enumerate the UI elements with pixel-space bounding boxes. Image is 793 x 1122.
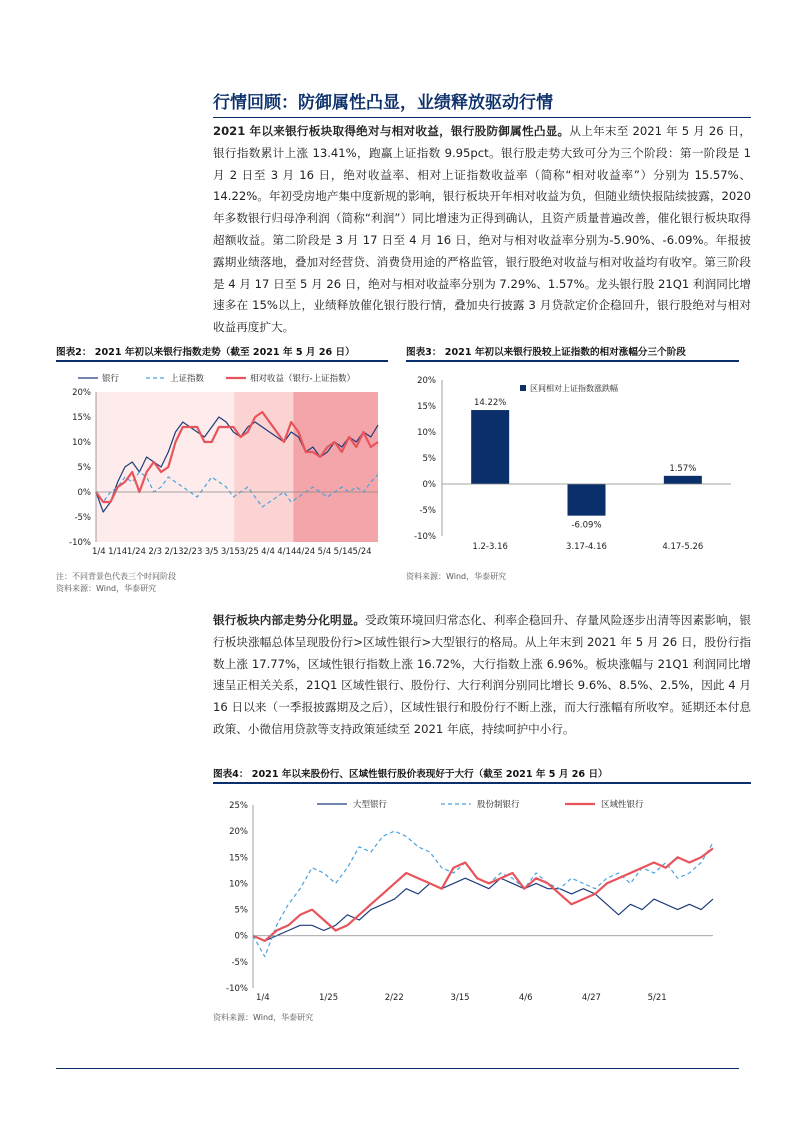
paragraph-market-review [213,121,751,339]
y-tick-label: 10% [417,428,436,438]
x-tick-label: 3/15 [220,547,240,557]
fig3-title: 图表3： 2021 年初以来银行股较上证指数的相对涨幅分三个阶段 [406,347,686,358]
legend-swatch [520,385,526,391]
x-tick-label: 5/21 [647,993,667,1003]
fig2-chart [56,364,388,566]
x-tick-label: 1/4 [256,993,270,1003]
paragraph-body: 受政策环境回归常态化、利率企稳回升、存量风险逐步出清等因素影响，银行板块涨幅总体呈现股份行>区域性银行>大型银行的格局。从上年末到 2021 年 5 月 26 日，股份行指数上涨 17.77%，区域性银行指数上涨 16.72%，大行指数上涨 6.96%。板块涨幅与 21Q1 利润同比增速呈正相关关系，21Q1 区域性银行、股份行、大行利润分别同比增长 9.6%、8.5%、2.5%，因此 4 月 16 日以来（一季报披露期及之后），区域性银行和股份行不断上涨，而大行涨幅有所收窄。延期还本付息政策、小微信用贷款等支持政策延续至 2021 年底，持续呵护中小行。 [213,613,751,736]
fig2-rule [56,360,388,362]
bar-value-label: 14.22% [473,398,507,409]
legend-label-1: 股份制银行 [477,800,520,810]
x-tick-label: 2/22 [384,993,404,1003]
x-tick-label: 2/23 [183,547,203,557]
fig4-chart [213,788,751,1010]
x-tick-label: 1/25 [319,993,339,1003]
y-tick-label: 20% [417,376,436,386]
x-tick-label: 3/5 [204,547,219,557]
x-tick-label: 3.17-4.16 [566,542,607,552]
fig4-rule [213,782,751,784]
x-tick-label: 4/4 [261,547,275,557]
footer-rule [56,1068,739,1069]
y-tick-label: -5% [419,506,436,516]
x-tick-label: 5/4 [317,547,332,557]
series-line-1 [253,831,713,957]
y-tick-label: 5% [234,905,248,916]
legend-label-0: 银行 [102,374,120,384]
y-tick-label: 15% [72,413,91,423]
fig3-source: 资料来源：Wind，华泰研究 [406,572,507,581]
fig4-title: 图表4： 2021 年以来股份行、区域性银行股价表现好于大行（截至 2021 年 5 月 26 日） [213,769,608,780]
y-tick-label: -10% [414,532,436,542]
bar-1 [568,484,606,516]
legend-label: 区间相对上证指数涨跌幅 [530,384,618,393]
y-tick-label: 10% [229,879,248,890]
paragraph-body: 从上年末至 2021 年 5 月 26 日，银行指数累计上涨 13.41%，跑赢上证指数 9.95pct。银行股走势大致可分为三个阶段：第一阶段是 1 月 2 日至 3 月 16 日，绝对收益率、相对上证指数收益率（简称“相对收益率”）分别为 15.57%、14.22%。年初受房地产集中度新规的影响，银行板块开年相对收益为负，但随业绩快报陆续披露，2020 年多数银行归母净利润（简称“利润”）同比增速为正得到确认，且资产质量普遍改善，催化银行板块取得超额收益。第二阶段是 3 月 17 日至 4 月 16 日，绝对与相对收益率分别为-5.90%、-6.09%。年报披露期业绩落地，叠加对经营贷、消费贷用途的严格监管，银行股绝对收益与相对收益均有收窄。第三阶段是 4 月 17 日至 5 月 26 日，绝对与相对收益率分别为 7.29%、1.57%。龙头银行股 21Q1 利润同比增速多在 15%以上，业绩释放催化银行股行情，叠加央行披露 3 月贷款定价企稳回升，银行股绝对与相对收益再度扩大。 [213,124,752,335]
series-line-2 [253,848,713,941]
x-tick-label: 3/25 [239,547,259,557]
y-tick-label: 20% [72,388,91,398]
bar-value-label: -6.09% [571,520,602,531]
x-tick-label: 4.17-5.26 [662,542,704,552]
phase-1-background [96,392,234,542]
x-tick-label: 2/3 [148,547,163,557]
y-tick-label: -5% [74,513,91,523]
legend-label-2: 区域性银行 [601,800,644,810]
series-line-0 [253,878,713,941]
y-tick-label: 25% [229,801,248,811]
phase-3-background [293,392,378,542]
bar-value-label: 1.57% [669,463,697,474]
x-tick-label: 1.2-3.16 [472,542,508,552]
y-tick-label: 20% [229,827,248,838]
fig2-title: 图表2： 2021 年初以来银行指数走势（截至 2021 年 5 月 26 日） [56,347,355,358]
paragraph-divergence [213,610,751,741]
fig3-rule [406,360,739,362]
paragraph-lead: 银行板块内部走势分化明显。 [213,613,366,627]
x-tick-label: 5/14 [333,547,353,557]
x-tick-label: 2/13 [164,547,184,557]
x-tick-label: 4/6 [518,993,533,1003]
y-tick-label: 15% [417,402,436,412]
x-tick-label: 5/24 [352,547,372,557]
y-tick-label: 0% [422,480,436,490]
y-tick-label: 15% [229,853,248,864]
title-rule [213,117,751,118]
x-tick-label: 4/24 [296,547,316,557]
x-tick-label: 1/24 [126,547,146,557]
y-tick-label: -10% [69,538,91,548]
fig4-source: 资料来源：Wind，华泰研究 [213,1013,314,1022]
y-tick-label: -10% [226,984,248,994]
y-tick-label: -5% [231,957,248,968]
x-tick-label: 4/27 [581,993,601,1003]
y-tick-label: 10% [72,438,91,448]
x-tick-label: 3/15 [450,993,470,1003]
section-title: 行情回顾：防御属性凸显，业绩释放驱动行情 [213,93,553,113]
y-tick-label: 0% [77,488,91,498]
fig2-note: 注：不同背景色代表三个时间阶段 [56,572,176,581]
y-tick-label: 5% [422,454,436,464]
fig2-source: 资料来源：Wind，华泰研究 [56,584,157,593]
fig3-chart [406,364,739,566]
legend-label-1: 上证指数 [170,374,205,384]
bar-0 [471,410,509,484]
x-tick-label: 1/4 [91,547,106,557]
legend-label-2: 相对收益（银行-上证指数） [250,374,356,384]
paragraph-lead: 2021 年以来银行板块取得绝对与相对收益，银行股防御属性凸显。 [213,124,570,138]
legend-label-0: 大型银行 [353,800,388,810]
y-tick-label: 0% [234,931,248,942]
y-tick-label: 5% [77,463,91,473]
bar-2 [664,476,702,484]
x-tick-label: 1/14 [108,547,128,557]
x-tick-label: 4/14 [277,547,297,557]
